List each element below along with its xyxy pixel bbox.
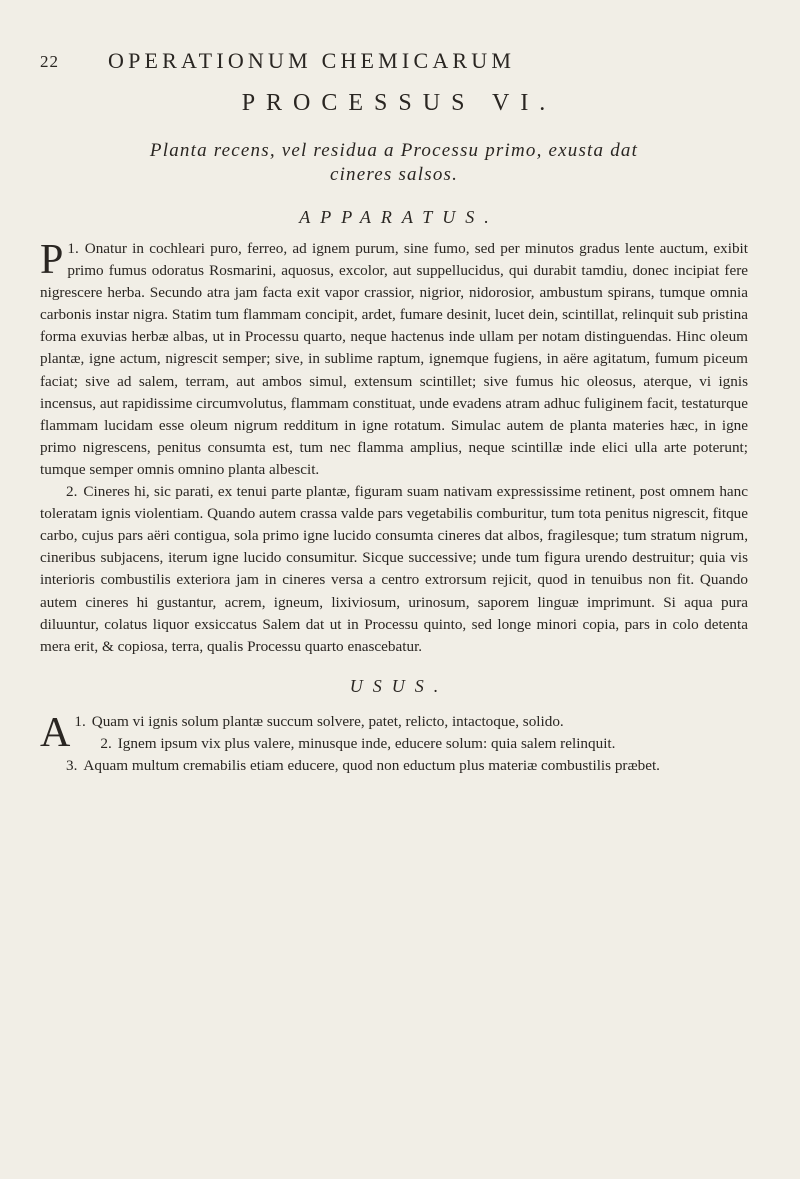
paragraph-number: 2. <box>66 483 78 501</box>
paragraph-text: Aquam multum cremabilis etiam educere, quod non eductum plus materiæ combustilis præbet. <box>83 756 660 774</box>
paragraph-text: Cineres hi, sic parati, ex tenui parte plantæ, figuram suam nativam expressissime retinent, post omnem hanc toleratam ignis violentiam. Quando autem crassa valde pars vegetabilis comburitur, tum tota penitus nigrescit, fitque carbo, cujus pars aëri contigua, sola primo igne lucido consumta cineres dat albos, fragilesque; tum stratum nigrum, cineribus subjacens, iterum igne lucido consumitur. Sicque successive; unde tum figura urendo destruitur; quia vis interioris combustilis exteriora jam in cineres versa a centro extrorsum rejicit, quod in tenuibus non fit. Quando autem cineres hi gustantur, acrem, igneum, lixiviosum, urinosum, saporem linguæ imprimunt. Si aqua pura diluuntur, colatus liquor exsiccatus Salem dat ut in Processu quinto, sed longe minori copia, pars in colo detenta mera erit, & copiosa, terra, qualis Processu quarto enascebatur. <box>40 483 748 655</box>
apparatus-heading: APPARATUS. <box>299 207 499 227</box>
subtitle-line-2: cineres salsos. <box>329 164 459 185</box>
paragraph-text: Ignem ipsum vix plus valere, minusque inde, educere solum: quia salem relinquit. <box>117 734 616 752</box>
paragraph-number: 3. <box>66 756 78 774</box>
section-subtitle <box>40 139 748 187</box>
running-title: OPERATIONUM CHEMICARUM <box>108 48 516 73</box>
paragraph-text: Quam vi ignis solum plantæ succum solvere, patet, relicto, intactoque, solido. <box>91 712 564 730</box>
usus-paragraph-3 <box>40 755 748 777</box>
running-head <box>40 48 748 84</box>
paragraph-number: 2. <box>100 734 112 752</box>
usus-heading: USUS. <box>349 675 449 696</box>
apparatus-paragraph-1 <box>40 238 748 481</box>
paragraph-number: 1. <box>67 240 79 257</box>
page-number: 22 <box>40 52 59 71</box>
drop-cap: P <box>40 237 64 283</box>
section-title: PROCESSUS VI. <box>241 90 557 116</box>
subtitle-line-1: Planta recens, vel residua a Processu primo, exusta dat <box>149 140 639 161</box>
apparatus-paragraph-2 <box>40 481 748 658</box>
paragraph-text: Onatur in cochleari puro, ferreo, ad ignem purum, sine fumo, sed per minutos gradus lente auctum, exibit primo fumus odoratus Rosmarini, aquosus, excolor, aut suppellucidus, qui durabit tamdiu, donec incipiat fere nigrescere herba. Secundo atra jam facta exit vapor crassior, nigrior, nidorosior, ambustum spirans, tumque omnia carbonis instar nigra. Statim tum flammam concipit, ardet, fumare desinit, lucet dein, scintillat, relinquit sub pristina forma exuvias herbæ albas, ut in Processu quarto, neque hactenus inde ullam per notam distinguendas. Hinc oleum plantæ, igne actum, nigrescit semper; sive, in sublime raptum, ignemque fugiens, in aëre agitatum, fumum piceum faciat; sive ad salem, terram, aut ambos simul, extensum scintillet; sive fumus hic oleosus, aterque, vi ignis incensus, aut rapidissime circumvolutus, flammam constituat, unde evadens atram adhuc fuliginem facit, testaturque flammam lucidam esse oleum nigrum redditum in igne rotatum. Simulac autem de planta materies hæc, in igne primo nigrescens, penitus consumta est, tum nec flamma amplius, neque scintillæ inde elici ulla arte poterunt; tumque semper omnis omnino planta albescit. <box>40 240 748 478</box>
usus-paragraph-2 <box>40 733 748 755</box>
drop-cap: A <box>40 709 71 756</box>
paragraph-number: 1. <box>74 712 86 730</box>
